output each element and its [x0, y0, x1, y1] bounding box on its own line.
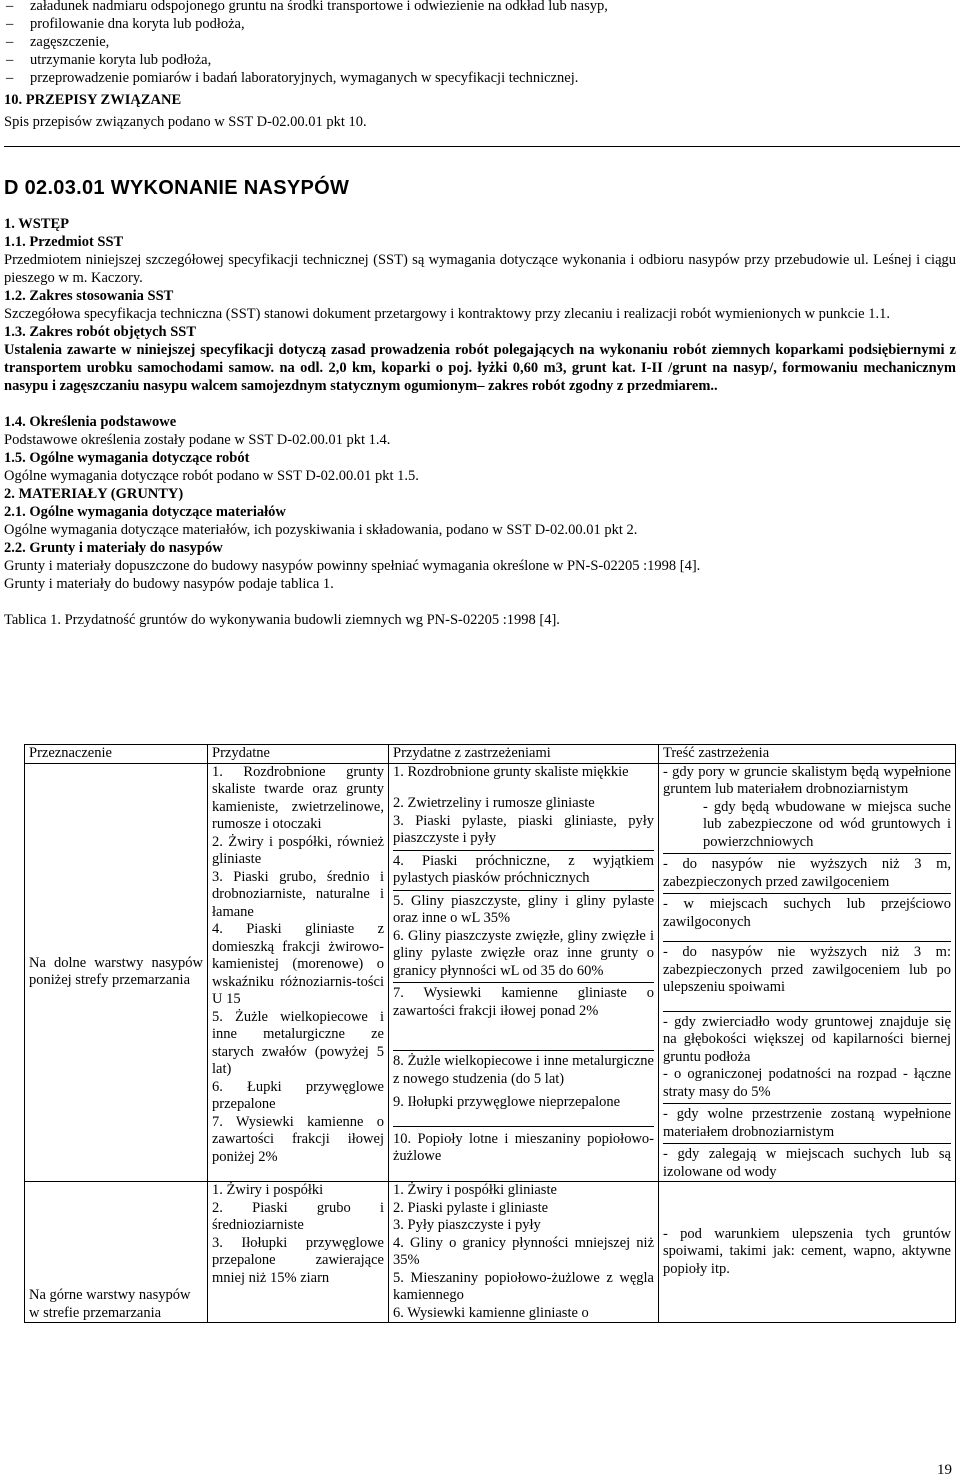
- table-header-row: [25, 745, 956, 764]
- paragraph: Ustalenia zawarte w niniejszej specyfikacji dotyczą zasad prowadzenia robót polegających na wykonaniu robót ziemnych koparkami podsiębiernymi z transportem urobku samochodami samow. na odl. 2,0 km, koparki o poj. łyżki 0,60 m3, grunt kat. I-II /grunt na nasyp/, formowaniu mechanicznym nasypu i zagęszczaniu nasypu walcem samojezdnym statycznym ogumionym– zakres robót zgodny z przedmiarem..: [4, 342, 956, 394]
- divider: [393, 850, 654, 851]
- divider: [393, 890, 654, 891]
- page-number: 19: [937, 1462, 952, 1478]
- list-item: 4. Piaski gliniaste z domieszką frakcji żwirowo-kamienistej (morenowe) o wskaźniku różnoziarnis-tości U 15: [212, 921, 384, 1007]
- list-item: 3. Piaski grubo, średnio i drobnoziarniste, naturalne i łamane: [212, 868, 384, 920]
- conditional-cell: [389, 763, 659, 1182]
- list-item: 4. Gliny o granicy płynności mniejszej niż 35%: [393, 1234, 654, 1268]
- list-item: 3. Pyły piaszczyste i pyły: [393, 1217, 541, 1233]
- list-item: 2. Zwietrzeliny i rumosze gliniaste: [393, 795, 595, 811]
- list-item: - gdy zwierciadło wody gruntowej znajduje się na głębokości większej od kapilarności biernej gruntu podłoża: [663, 1013, 951, 1065]
- list-item: – załadunek nadmiaru odspojonego gruntu na środki transportowe i odwiezienie na odkład lub nasyp,: [4, 0, 956, 15]
- header-cell: Przeznaczenie: [25, 745, 208, 764]
- section-heading: 2.2. Grunty i materiały do nasypów: [4, 540, 223, 556]
- list-item: 5. Gliny piaszczyste, gliny i gliny pylaste oraz inne o wL 35%: [393, 892, 654, 926]
- list-item: 1. Rozdrobnione grunty skaliste miękkie: [393, 763, 629, 780]
- paragraph: Szczegółowa specyfikacja techniczna (SST) stanowi dokument przetargowy i kontraktowy przy zlecaniu i realizacji robót wymienionych w punkcie 1.1.: [4, 306, 890, 322]
- section-heading: 10. PRZEPISY ZWIĄZANE: [4, 92, 182, 108]
- list-item: - do nasypów nie wyższych niż 3 m: zabezpieczonych przed zawilgoceniem lub po ulepszeniu spoiwami: [663, 944, 951, 995]
- section-heading: 1.4. Określenia podstawowe: [4, 414, 177, 430]
- header-cell: Treść zastrzeżenia: [659, 745, 956, 764]
- list-item: 2. Żwiry i pospółki, również gliniaste: [212, 833, 384, 867]
- divider: [393, 982, 654, 983]
- header-cell: Przydatne z zastrzeżeniami: [389, 745, 659, 764]
- suitable-cell: [208, 763, 389, 1182]
- list-item: – przeprowadzenie pomiarów i badań laboratoryjnych, wymaganych w specyfikacji technicznej.: [4, 69, 956, 87]
- list-item: - pod warunkiem ulepszenia tych gruntów spoiwami, takimi jak: cement, wapno, aktywne popioły itp.: [663, 1225, 951, 1277]
- list-item: 5. Mieszaniny popiołowo-żużlowe z węgla kamiennego: [393, 1269, 654, 1303]
- divider: [663, 941, 951, 942]
- section-heading: 1.3. Zakres robót objętych SST: [4, 324, 197, 340]
- table-caption: Tablica 1. Przydatność gruntów do wykonywania budowli ziemnych wg PN-S-02205 :1998 [4].: [4, 612, 560, 628]
- divider: [663, 853, 951, 854]
- list-item: 1. Żwiry i pospółki gliniaste: [393, 1182, 557, 1198]
- divider: [663, 1011, 951, 1012]
- list-item: 3. Piaski pylaste, piaski gliniaste, pyły piaszczyste i pyły: [393, 812, 654, 846]
- divider: [393, 1126, 654, 1127]
- top-list: [4, 0, 956, 87]
- conditional-cell: [389, 1182, 659, 1323]
- section-heading: 1.5. Ogólne wymagania dotyczące robót: [4, 450, 250, 466]
- list-item: 8. Żużle wielkopiecowe i inne metalurgiczne z nowego studzenia (do 5 lat): [393, 1053, 654, 1087]
- conditions-cell: [659, 763, 956, 1182]
- list-item: - do nasypów nie wyższych niż 3 m, zabezpieczonych przed zawilgoceniem: [663, 856, 951, 890]
- list-item: 6. Wysiewki kamienne gliniaste o: [393, 1304, 589, 1321]
- divider: [663, 893, 951, 894]
- list-item: - gdy wolne przestrzenie zostaną wypełnione materiałem drobnoziarnistym: [663, 1106, 951, 1140]
- list-item: 1. Żwiry i pospółki: [212, 1182, 324, 1198]
- divider: [4, 146, 960, 147]
- header-cell: Przydatne: [208, 745, 389, 764]
- list-item: 10. Popioły lotne i mieszaniny popiołowo-żużlowe: [393, 1130, 654, 1164]
- list-item: 1. Rozdrobnione grunty skaliste twarde oraz grunty kamieniste, zwietrzelinowe, rumosze i otoczaki: [212, 763, 384, 832]
- list-item: 5. Żużle wielkopiecowe i inne metalurgiczne ze starych zwałów (powyżej 5 lat): [212, 1008, 384, 1077]
- list-item: 7. Wysiewki kamienne o zawartości frakcji iłowej poniżej 2%: [212, 1113, 384, 1165]
- purpose-cell: [25, 1182, 208, 1323]
- paragraph: Spis przepisów związanych podano w SST D-02.00.01 pkt 10.: [4, 114, 367, 130]
- section-heading: 2. MATERIAŁY (GRUNTY): [4, 486, 184, 502]
- list-item: - o ograniczonej podatności na rozpad - łączne straty masy do 5%: [663, 1066, 951, 1100]
- section-heading: 1.1. Przedmiot SST: [4, 234, 124, 250]
- list-item: – utrzymanie koryta lub podłoża,: [4, 51, 956, 69]
- divider: [663, 1143, 951, 1144]
- divider: [393, 1050, 654, 1051]
- cell-text: Na dolne warstwy nasypów poniżej strefy przemarzania: [29, 954, 203, 989]
- suitable-cell: [208, 1182, 389, 1323]
- section-heading: 1.2. Zakres stosowania SST: [4, 288, 174, 304]
- document-title: D 02.03.01 WYKONANIE NASYPÓW: [4, 177, 350, 199]
- soil-suitability-table: [24, 744, 956, 1323]
- table-row: [25, 1182, 956, 1323]
- conditions-cell: [659, 1182, 956, 1323]
- paragraph: Przedmiotem niniejszej szczegółowej specyfikacji technicznej (SST) są wymagania dotyczące wykonania i odbioru nasypów przy przebudowie ul. Leśnej i ciągu pieszego w m. Kaczory.: [4, 252, 956, 286]
- list-item: 4. Piaski próchniczne, z wyjątkiem pylastych piasków próchnicznych: [393, 852, 654, 886]
- paragraph: Grunty i materiały dopuszczone do budowy nasypów powinny spełniać wymagania określone w PN-S-02205 :1998 [4].: [4, 558, 701, 574]
- list-item: 2. Piaski grubo i średnioziarniste: [212, 1199, 384, 1233]
- paragraph: Ogólne wymagania dotyczące materiałów, ich pozyskiwania i składowania, podano w SST D-02.00.01 pkt 2.: [4, 522, 638, 538]
- list-item: 6. Gliny piaszczyste zwięzłe, gliny zwięzłe i gliny pylaste zwięzłe oraz inne grunty o granicy płynności wL od 35 do 60%: [393, 927, 654, 979]
- section-heading: 2.1. Ogólne wymagania dotyczące materiałów: [4, 504, 286, 520]
- cell-text: Na górne warstwy nasypów w strefie przemarzania: [29, 1287, 191, 1321]
- list-item: - gdy będą wbudowane w miejsca suche lub zabezpieczone od wód gruntowych i powierzchniowych: [703, 798, 951, 850]
- paragraph: Grunty i materiały do budowy nasypów podaje tablica 1.: [4, 576, 334, 592]
- purpose-cell: [25, 763, 208, 1182]
- list-item: - w miejscach suchych lub przejściowo zawilgoconych: [663, 896, 951, 930]
- list-item: - gdy zalegają w miejscach suchych lub są izolowane od wody: [663, 1146, 951, 1180]
- paragraph: Podstawowe określenia zostały podane w SST D-02.00.01 pkt 1.4.: [4, 432, 391, 448]
- list-item: 9. Iłołupki przywęglowe nieprzepalone: [393, 1094, 621, 1110]
- list-item: 3. Iłołupki przywęglowe przepalone zawierające mniej niż 15% ziarn: [212, 1234, 384, 1286]
- list-item: 6. Łupki przywęglowe przepalone: [212, 1078, 384, 1112]
- list-item: – profilowanie dna koryta lub podłoża,: [4, 15, 956, 33]
- table-row: [25, 763, 956, 1182]
- list-item: 7. Wysiewki kamienne gliniaste o zawartości frakcji iłowej ponad 2%: [393, 985, 654, 1019]
- list-item: 2. Piaski pylaste i gliniaste: [393, 1199, 549, 1216]
- list-item: - gdy pory w gruncie skalistym będą wypełnione gruntem lub materiałem drobnoziarnistym: [663, 763, 951, 797]
- section-heading: 1. WSTĘP: [4, 216, 70, 232]
- list-item: – zagęszczenie,: [4, 33, 956, 51]
- divider: [663, 1103, 951, 1104]
- paragraph: Ogólne wymagania dotyczące robót podano w SST D-02.00.01 pkt 1.5.: [4, 468, 419, 484]
- document-page: [4, 0, 956, 629]
